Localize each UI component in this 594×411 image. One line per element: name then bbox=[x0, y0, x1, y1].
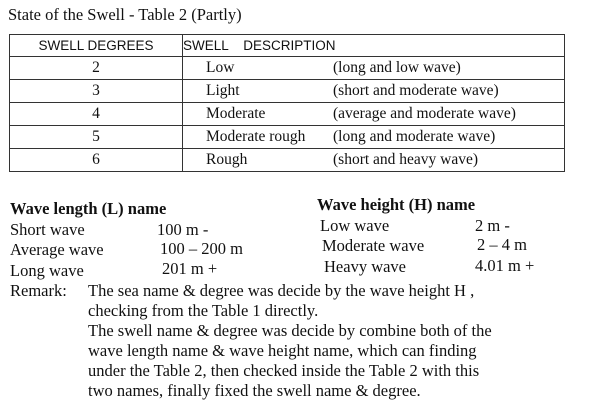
remark-line: two names, finally fixed the swell name & degree. bbox=[88, 381, 421, 400]
remark-line: The swell name & degree was decide by combine both of the bbox=[88, 321, 492, 340]
wave-height-value: 2 – 4 m bbox=[477, 235, 527, 254]
column-header-swell-degrees: SWELL DEGREES bbox=[10, 35, 183, 57]
wave-length-value: 100 m - bbox=[157, 220, 209, 239]
wave-height-name: Low wave bbox=[320, 216, 390, 235]
wave-length-name: Long wave bbox=[10, 261, 84, 280]
wave-length-value: 201 m + bbox=[162, 259, 218, 278]
table-header-row bbox=[10, 35, 565, 57]
swell-note: (long and moderate wave) bbox=[333, 128, 496, 145]
swell-name: Low bbox=[206, 59, 235, 76]
swell-description-cell bbox=[183, 126, 565, 149]
wave-height-name: Heavy wave bbox=[324, 257, 407, 276]
swell-note: (average and moderate wave) bbox=[333, 105, 516, 122]
swell-name: Light bbox=[206, 82, 240, 99]
remark-line: checking from the Table 1 directly. bbox=[88, 301, 319, 320]
swell-degree-cell: 6 bbox=[10, 149, 183, 172]
swell-description-cell bbox=[183, 149, 565, 172]
swell-name: Moderate rough bbox=[206, 128, 306, 145]
column-header-swell-description: SWELL DESCRIPTION bbox=[183, 35, 565, 57]
table-row bbox=[10, 57, 565, 80]
remark-line: wave length name & wave height name, which can finding bbox=[88, 341, 477, 360]
swell-note: (short and moderate wave) bbox=[333, 82, 499, 99]
swell-degree-cell: 2 bbox=[10, 57, 183, 80]
swell-table bbox=[9, 34, 565, 172]
swell-degree-cell: 4 bbox=[10, 103, 183, 126]
swell-note: (long and low wave) bbox=[333, 59, 461, 76]
swell-note: (short and heavy wave) bbox=[333, 151, 479, 168]
swell-degree-cell: 5 bbox=[10, 126, 183, 149]
swell-degree-cell: 3 bbox=[10, 80, 183, 103]
wave-height-name: Moderate wave bbox=[322, 236, 425, 255]
page-title: State of the Swell - Table 2 (Partly) bbox=[8, 5, 242, 24]
remark-label: Remark: bbox=[10, 281, 67, 300]
swell-name: Rough bbox=[206, 151, 248, 168]
swell-description-cell bbox=[183, 57, 565, 80]
wave-height-heading: Wave height (H) name bbox=[317, 195, 476, 214]
swell-description-cell bbox=[183, 80, 565, 103]
swell-name: Moderate bbox=[206, 105, 266, 122]
wave-height-value: 2 m - bbox=[475, 216, 510, 235]
swell-description-cell bbox=[183, 103, 565, 126]
wave-height-value: 4.01 m + bbox=[475, 256, 535, 275]
wave-length-value: 100 – 200 m bbox=[160, 239, 243, 258]
wave-length-name: Short wave bbox=[10, 220, 85, 239]
remark-line: under the Table 2, then checked inside the Table 2 with this bbox=[88, 361, 480, 380]
table-row bbox=[10, 103, 565, 126]
table-row bbox=[10, 80, 565, 103]
table-row bbox=[10, 149, 565, 172]
wave-length-heading: Wave length (L) name bbox=[10, 199, 167, 218]
table-row bbox=[10, 126, 565, 149]
remark-line: The sea name & degree was decide by the wave height H , bbox=[88, 281, 475, 300]
wave-length-name: Average wave bbox=[10, 240, 104, 259]
